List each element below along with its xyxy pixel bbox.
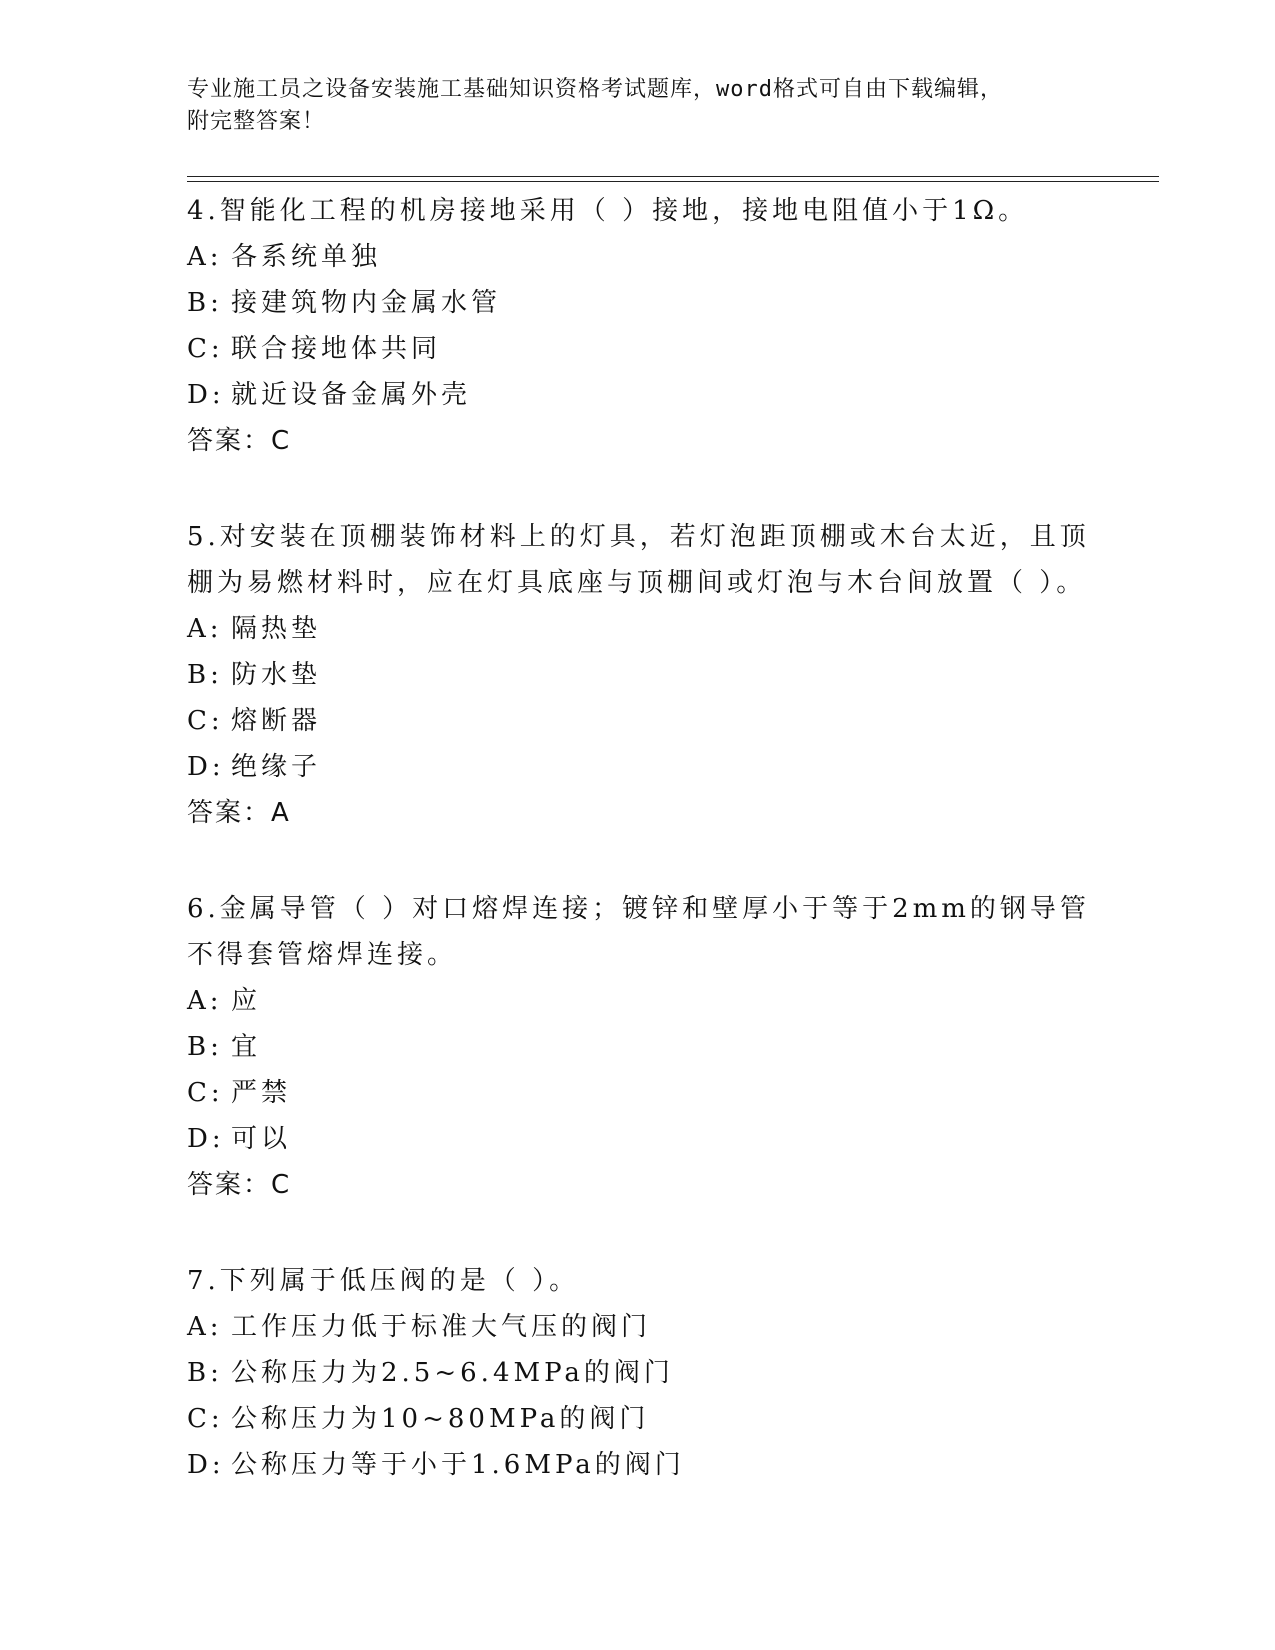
option-a xyxy=(187,978,1107,1024)
question-text: 5.对安装在顶棚装饰材料上的灯具，若灯泡距顶棚或木台太近，且顶棚为易燃材料时，应在灯具底座与顶棚间或灯泡与木台间放置（ ）。 xyxy=(187,522,1090,598)
question-text: 7.下列属于低压阀的是（ ）。 xyxy=(187,1266,580,1296)
option-a xyxy=(187,606,1107,652)
option-c xyxy=(187,1070,1107,1116)
answer-label: 答案：A xyxy=(187,798,291,828)
option-d xyxy=(187,372,1107,418)
option-letter: B: xyxy=(187,1032,223,1062)
option-letter: C: xyxy=(187,1404,224,1434)
option-letter: D: xyxy=(187,1124,225,1154)
option-letter: D: xyxy=(187,752,225,782)
answer-label: 答案：C xyxy=(187,426,292,456)
header-line-2: 附完整答案！ xyxy=(187,109,326,134)
option-text: 工作压力低于标准大气压的阀门 xyxy=(231,1312,652,1342)
option-letter: C: xyxy=(187,334,224,364)
option-c xyxy=(187,1396,1107,1442)
option-text: 隔热垫 xyxy=(231,614,322,644)
option-text: 就近设备金属外壳 xyxy=(231,380,472,410)
option-text: 严禁 xyxy=(231,1078,292,1108)
option-b xyxy=(187,652,1107,698)
option-letter: A: xyxy=(187,242,223,272)
option-letter: C: xyxy=(187,1078,224,1108)
question-4 xyxy=(187,188,1107,464)
option-letter: A: xyxy=(187,614,223,644)
option-a xyxy=(187,1304,1107,1350)
document-header xyxy=(187,74,1087,138)
option-b xyxy=(187,280,1107,326)
option-b xyxy=(187,1350,1107,1396)
answer-label: 答案：C xyxy=(187,1170,292,1200)
option-text: 接建筑物内金属水管 xyxy=(231,288,502,318)
option-d xyxy=(187,1116,1107,1162)
option-text: 可以 xyxy=(231,1124,292,1154)
question-7 xyxy=(187,1258,1107,1488)
option-d xyxy=(187,744,1107,790)
option-letter: B: xyxy=(187,660,223,690)
option-text: 熔断器 xyxy=(231,706,322,736)
option-text: 联合接地体共同 xyxy=(231,334,442,364)
option-letter: C: xyxy=(187,706,224,736)
option-letter: D: xyxy=(187,380,225,410)
option-d xyxy=(187,1442,1107,1488)
option-text: 公称压力等于小于1.6MPa的阀门 xyxy=(231,1450,685,1480)
option-text: 宜 xyxy=(231,1032,262,1062)
option-text: 防水垫 xyxy=(231,660,322,690)
option-letter: A: xyxy=(187,986,223,1016)
option-c xyxy=(187,698,1107,744)
option-text: 绝缘子 xyxy=(231,752,322,782)
option-letter: D: xyxy=(187,1450,225,1480)
option-letter: A: xyxy=(187,1312,223,1342)
question-text: 4.智能化工程的机房接地采用（ ）接地，接地电阻值小于1Ω。 xyxy=(187,196,1029,226)
option-c xyxy=(187,326,1107,372)
header-divider-top xyxy=(187,176,1159,177)
option-letter: B: xyxy=(187,288,223,318)
question-5 xyxy=(187,514,1107,836)
header-line-1: 专业施工员之设备安装施工基础知识资格考试题库，word格式可自由下载编辑， xyxy=(187,77,1003,102)
question-6 xyxy=(187,886,1107,1208)
question-text: 6.金属导管（ ）对口熔焊连接；镀锌和壁厚小于等于2mm的钢导管不得套管熔焊连接。 xyxy=(187,894,1090,970)
header-divider-bottom xyxy=(187,181,1159,182)
option-text: 公称压力为2.5~6.4MPa的阀门 xyxy=(231,1358,674,1388)
option-b xyxy=(187,1024,1107,1070)
option-a xyxy=(187,234,1107,280)
option-text: 公称压力为10~80MPa的阀门 xyxy=(231,1404,650,1434)
question-list xyxy=(187,188,1107,1538)
option-letter: B: xyxy=(187,1358,223,1388)
option-text: 各系统单独 xyxy=(231,242,382,272)
option-text: 应 xyxy=(231,986,262,1016)
